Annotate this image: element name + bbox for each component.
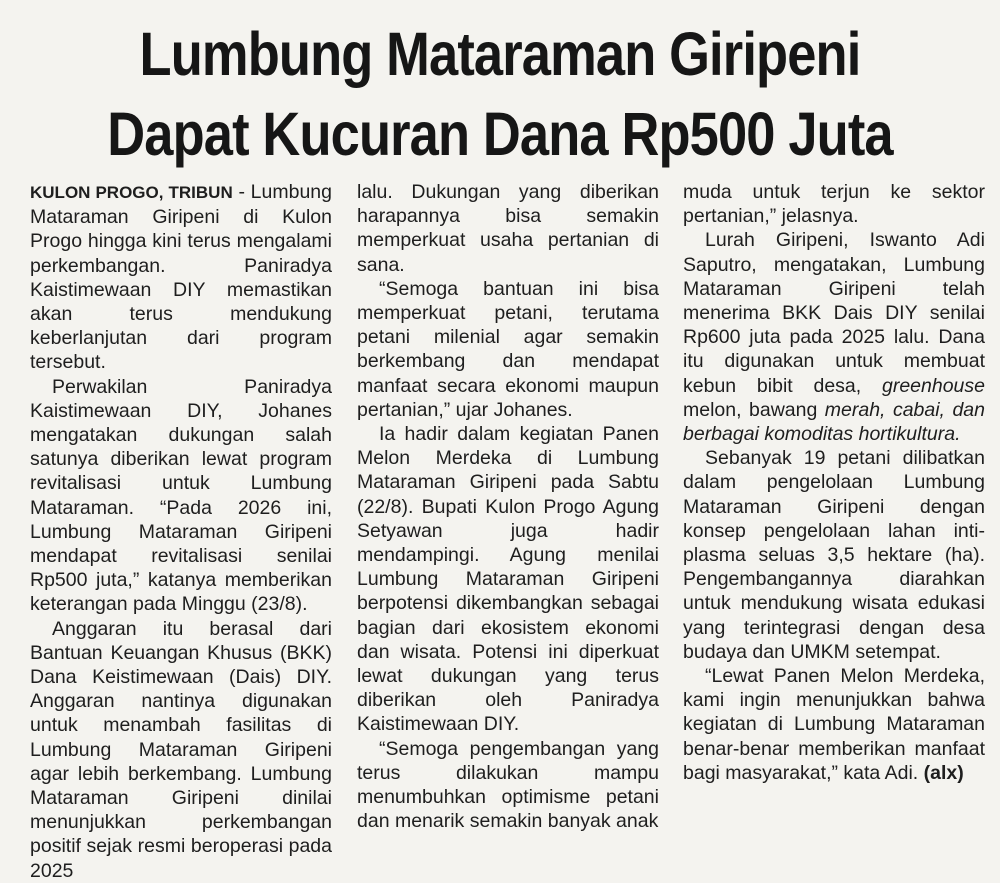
article-column-2 — [357, 180, 659, 833]
headline-line-2: Dapat Kucuran Dana Rp500 Juta — [107, 100, 893, 168]
dateline: KULON PROGO, TRIBUN — [30, 183, 233, 202]
paragraph: Ia hadir dalam kegiatan Panen Melon Merdeka di Lumbung Mataraman Giripeni pada Sabtu (22/8). Bupati Kulon Progo Agung Setyawan juga hadir mendampingi. Agung menilai Lumbung Mataraman Giripeni berpotensi dikembangkan sebagai bagian dari ekosistem ekonomi dan wisata. Potensi ini diperkuat lewat dukungan yang terus diberikan oleh Paniradya Kaistimewaan DIY. — [357, 423, 659, 736]
paragraph-text: - Lumbung Mataraman Giripeni di Kulon Progo hingga kini terus mengalami perkembangan. Paniradya Kaistimewaan DIY memastikan akan terus mendukung keberlanjutan dari program tersebut. — [30, 181, 332, 374]
paragraph: muda untuk terjun ke sektor pertanian,” jelasnya. — [683, 181, 985, 228]
italic-term: greenhouse — [881, 374, 985, 397]
article-column-3 — [683, 180, 985, 785]
article-column-1 — [30, 180, 332, 883]
paragraph — [683, 228, 985, 446]
paragraph: Anggaran itu berasal dari Bantuan Keuangan Khusus (BKK) Dana Keistimewaan (Dais) DIY. Anggaran nantinya digunakan untuk menambah fasilitas di Lumbung Mataraman Giripeni agar lebih berkembang. Lumbung Mataraman Giripeni dinilai menunjukkan perkembangan positif sejak resmi beroperasi pada 2025 — [30, 617, 332, 882]
paragraph: Sebanyak 19 petani dilibatkan dalam pengelolaan Lumbung Mataraman Giripeni dengan konsep pengelolaan lahan inti-plasma seluas 3,5 hektare (ha). Pengembangannya diarahkan untuk mendukung wisata edukasi yang terintegrasi dengan desa budaya dan UMKM setempat. — [683, 447, 985, 663]
paragraph: “Semoga bantuan ini bisa memperkuat petani, terutama petani milenial agar semakin berkembang dan mendapat manfaat secara ekonomi maupun pertanian,” ujar Johanes. — [357, 277, 659, 421]
paragraph: Perwakilan Paniradya Kaistimewaan DIY, Johanes mengatakan dukungan salah satunya diberikan lewat program revitalisasi untuk Lumbung Mataraman. “Pada 2026 ini, Lumbung Mataraman Giripeni mendapat revitalisasi senilai Rp500 juta,” katanya memberikan keterangan pada Minggu (23/8). — [30, 375, 332, 616]
paragraph-text: Lurah Giripeni, Iswanto Adi Saputro, mengatakan, Lumbung Mataraman Giripeni telah menerima BKK Dais DIY senilai Rp600 juta pada 2025 lalu. Dana itu digunakan untuk membuat kebun bibit desa, — [683, 229, 985, 397]
paragraph — [683, 664, 985, 785]
headline-line-1: Lumbung Mataraman Giripeni — [139, 20, 861, 88]
italic-term: merah, cabai, dan berbagai komoditas hortikultura. — [683, 398, 985, 446]
paragraph-text: melon, bawang — [683, 398, 825, 421]
paragraph — [30, 180, 332, 375]
paragraph: “Semoga pengembangan yang terus dilakukan mampu menumbuhkan optimisme petani dan menarik semakin banyak anak — [357, 737, 659, 833]
paragraph-text: “Lewat Panen Melon Merdeka, kami ingin menunjukkan bahwa kegiatan di Lumbung Mataraman benar-benar memberikan manfaat bagi masyarakat,” kata Adi. — [683, 665, 985, 784]
headline — [70, 14, 930, 174]
author-signature: (alx) — [923, 761, 964, 784]
paragraph: lalu. Dukungan yang diberikan harapannya bisa semakin memperkuat usaha pertanian di sana. — [357, 181, 659, 276]
